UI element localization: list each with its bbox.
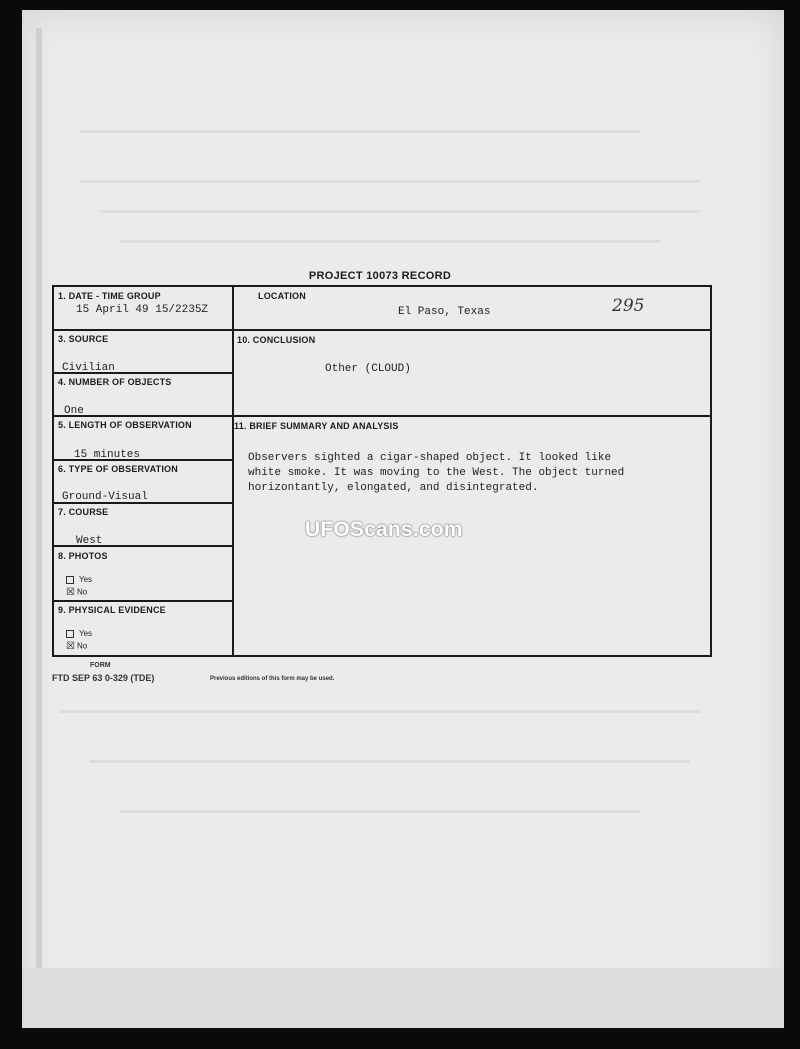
- page-bottom-strip: [22, 968, 784, 1028]
- page-edge: [36, 28, 42, 978]
- form-title: PROJECT 10073 RECORD: [308, 270, 452, 282]
- row-divider: [54, 329, 710, 331]
- watermark: UFOScans.com: [305, 518, 463, 541]
- footer-form-number: FTD SEP 63 0-329 (TDE): [52, 673, 155, 683]
- bleed-through: [100, 210, 700, 213]
- footer-note: Previous editions of this form may be used.: [210, 676, 335, 682]
- summary-line: white smoke. It was moving to the West. The object turned: [248, 467, 625, 479]
- course-label: 7. COURSE: [58, 507, 109, 517]
- course-value: West: [76, 535, 103, 547]
- number-of-objects-label: 4. NUMBER OF OBJECTS: [58, 377, 172, 387]
- bleed-through: [120, 240, 660, 243]
- checkbox-checked-icon: ☒: [66, 641, 75, 652]
- length-of-observation-value: 15 minutes: [74, 449, 141, 461]
- number-of-objects-value: One: [64, 405, 84, 417]
- conclusion-value: Other (CLOUD): [325, 363, 411, 375]
- physical-evidence-no-option[interactable]: ☒ No: [66, 641, 88, 652]
- bleed-through: [60, 710, 700, 713]
- location-value: El Paso, Texas: [398, 306, 491, 318]
- source-label: 3. SOURCE: [58, 334, 109, 344]
- checkbox-empty-icon: [66, 576, 74, 584]
- bleed-through: [80, 130, 640, 133]
- checkbox-empty-icon: [66, 630, 74, 638]
- brief-summary-text: [248, 451, 698, 496]
- handwritten-page-number: 295: [612, 296, 645, 316]
- row-divider: [54, 600, 232, 602]
- summary-line: horizontantly, elongated, and disintegrated.: [248, 482, 539, 494]
- location-label: LOCATION: [258, 291, 306, 301]
- type-of-observation-label: 6. TYPE OF OBSERVATION: [58, 464, 178, 474]
- conclusion-label: 10. CONCLUSION: [237, 335, 316, 345]
- date-time-group-value: 15 April 49 15/2235Z: [76, 304, 209, 316]
- summary-line: Observers sighted a cigar-shaped object. It looked like: [248, 452, 612, 464]
- bleed-through: [120, 810, 640, 813]
- footer-form-word: FORM: [90, 662, 111, 669]
- physical-evidence-label: 9. PHYSICAL EVIDENCE: [58, 605, 166, 615]
- checkbox-checked-icon: ☒: [66, 587, 75, 598]
- bleed-through: [90, 760, 690, 763]
- column-divider: [232, 287, 234, 655]
- brief-summary-label: 11. BRIEF SUMMARY AND ANALYSIS: [234, 421, 399, 431]
- type-of-observation-value: Ground-Visual: [62, 491, 148, 503]
- photos-yes-option[interactable]: Yes: [66, 575, 92, 584]
- bleed-through: [80, 180, 700, 183]
- photos-no-option[interactable]: ☒ No: [66, 587, 88, 598]
- physical-evidence-yes-option[interactable]: Yes: [66, 629, 92, 638]
- length-of-observation-label: 5. LENGTH OF OBSERVATION: [58, 420, 192, 430]
- photos-label: 8. PHOTOS: [58, 551, 108, 561]
- row-divider: [54, 415, 710, 417]
- date-time-group-label: 1. DATE - TIME GROUP: [58, 291, 161, 301]
- source-value: Civilian: [62, 362, 115, 374]
